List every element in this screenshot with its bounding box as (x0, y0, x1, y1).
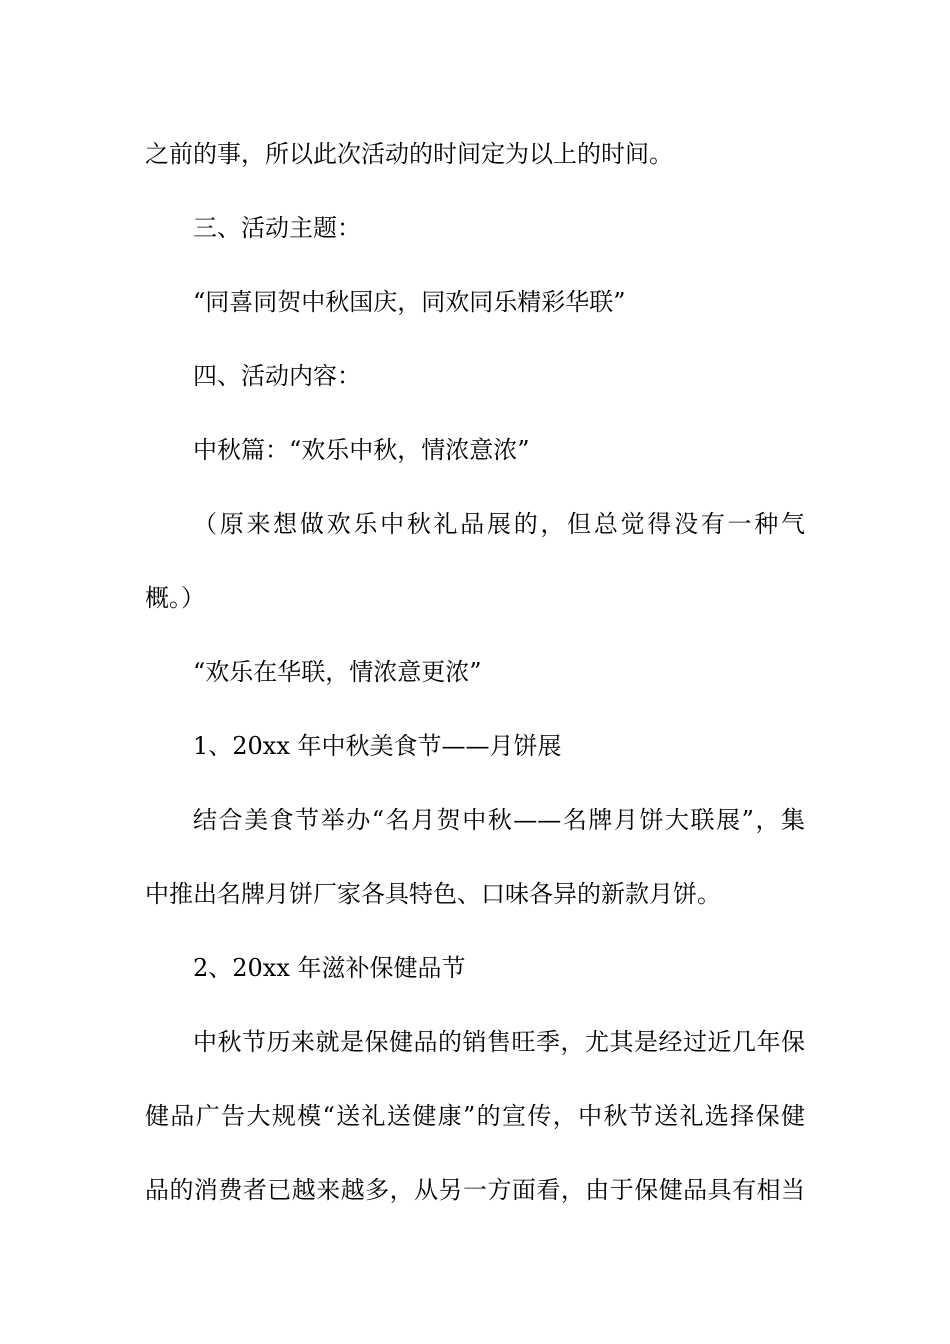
list-item-heading: 1、20xx 年中秋美食节——月饼展 (193, 732, 562, 760)
paragraph-line: 品的消费者已越来越多，从另一方面看，由于保健品具有相当 (145, 1176, 805, 1204)
list-item-heading: 2、20xx 年滋补保健品节 (193, 954, 466, 982)
paragraph-line: 中秋节历来就是保健品的销售旺季，尤其是经过近几年保 (193, 1028, 805, 1056)
paragraph-line: 概。） (145, 584, 205, 612)
slogan-line: “欢乐在华联，情浓意更浓” (193, 658, 482, 686)
paragraph-line: 结合美食节举办“名月贺中秋——名牌月饼大联展”，集 (193, 806, 805, 834)
theme-slogan: “同喜同贺中秋国庆，同欢同乐精彩华联” (193, 288, 626, 316)
paragraph-line: 之前的事，所以此次活动的时间定为以上的时间。 (145, 140, 673, 168)
section-heading: 三、活动主题： (193, 214, 361, 242)
paragraph-line: 健品广告大规模“送礼送健康”的宣传，中秋节送礼选择保健 (145, 1102, 805, 1130)
paragraph-line: （原来想做欢乐中秋礼品展的，但总觉得没有一种气 (193, 510, 805, 538)
section-heading: 四、活动内容： (193, 362, 361, 390)
paragraph-line: 中推出名牌月饼厂家各具特色、口味各异的新款月饼。 (145, 880, 721, 908)
subsection-heading: 中秋篇：“欢乐中秋，情浓意浓” (193, 436, 530, 464)
